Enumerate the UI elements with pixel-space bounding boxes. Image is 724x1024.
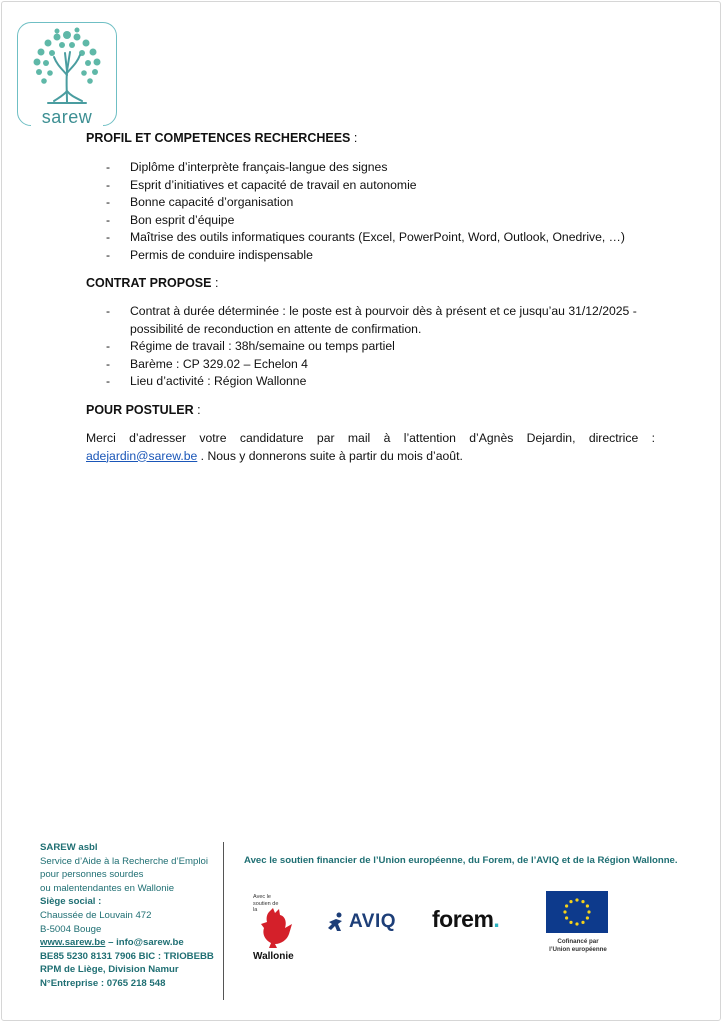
logo-text: sarew [31, 107, 103, 128]
contrat-list [86, 303, 661, 391]
rpm-info: RPM de Liège, Division Namur [40, 964, 179, 976]
rooster-icon [259, 906, 295, 950]
siege-label: Siège social : [40, 896, 102, 908]
org-desc-1: Service d’Aide à la Recherche d’Emploi [40, 855, 208, 867]
list-item: - Maîtrise des outils informatiques courants (Excel, PowerPoint, Word, Outlook, Onedrive, …) [86, 229, 661, 247]
list-item: - Contrat à durée déterminée : le poste est à pourvoir dès à présent et ce jusqu’au 31/12/2025 - possibilité de reconduction en attente de confirmation. [86, 303, 661, 338]
aviq-logo [327, 910, 396, 934]
wallonie-logo [253, 894, 301, 962]
eu-flag-icon [546, 891, 608, 933]
email-link[interactable]: adejardin@sarew.be [86, 448, 198, 463]
contrat-title: CONTRAT PROPOSE : [86, 276, 219, 290]
list-item: - Esprit d’initiatives et capacité de travail en autonomie [86, 177, 661, 195]
list-item: - Barème : CP 329.02 – Echelon 4 [86, 356, 661, 374]
list-item: - Diplôme d’interprète français-langue des signes [86, 159, 661, 177]
wallonie-small-text: Avec le soutien de la [253, 894, 279, 913]
eu-logo [546, 891, 610, 954]
profil-title: PROFIL ET COMPETENCES RECHERCHEES : [86, 131, 358, 145]
address-line-2: B-5004 Bouge [40, 923, 102, 935]
list-item: - Lieu d’activité : Région Wallonne [86, 373, 661, 391]
forem-logo: forem. [432, 906, 500, 932]
website-link[interactable]: www.sarew.be [40, 937, 106, 949]
postuler-paragraph: Merci d’adresser votre candidature par mail à l’attention d’Agnès Dejardin, directrice : adejardin@sarew.be . Nous y donnerons suite à partir du mois d’août. [86, 431, 655, 463]
eu-caption: Cofinancé par l’Union européenne [549, 938, 607, 953]
footer-divider [223, 842, 224, 1000]
aviq-name: AVIQ [349, 911, 397, 932]
tree-hand-icon [24, 25, 110, 107]
footer-contact [40, 841, 214, 991]
aviq-figure-icon [327, 912, 345, 932]
bank-info: BE85 5230 8131 7906 BIC : TRIOBEBB [40, 950, 214, 962]
org-desc-2: pour personnes sourdes [40, 869, 144, 881]
list-item: - Régime de travail : 38h/semaine ou temps partiel [86, 338, 661, 356]
list-item: - Bonne capacité d’organisation [86, 194, 661, 212]
list-item: - Permis de conduire indispensable [86, 247, 661, 265]
entreprise-number: N°Entreprise : 0765 218 548 [40, 977, 166, 989]
profil-list [86, 159, 661, 264]
postuler-title: POUR POSTULER : [86, 403, 201, 417]
wallonie-name: Wallonie [253, 951, 294, 962]
support-text: Avec le soutien financier de l’Union européenne, du Forem, de l’AVIQ et de la Région Wallonne. [244, 855, 678, 866]
org-name: SAREW asbl [40, 842, 98, 853]
address-line-1: Chaussée de Louvain 472 [40, 909, 152, 921]
contact-email: – info@sarew.be [105, 937, 184, 949]
sarew-logo [17, 22, 117, 126]
org-desc-3: ou malentendantes en Wallonie [40, 882, 175, 894]
list-item: - Bon esprit d’équipe [86, 212, 661, 230]
